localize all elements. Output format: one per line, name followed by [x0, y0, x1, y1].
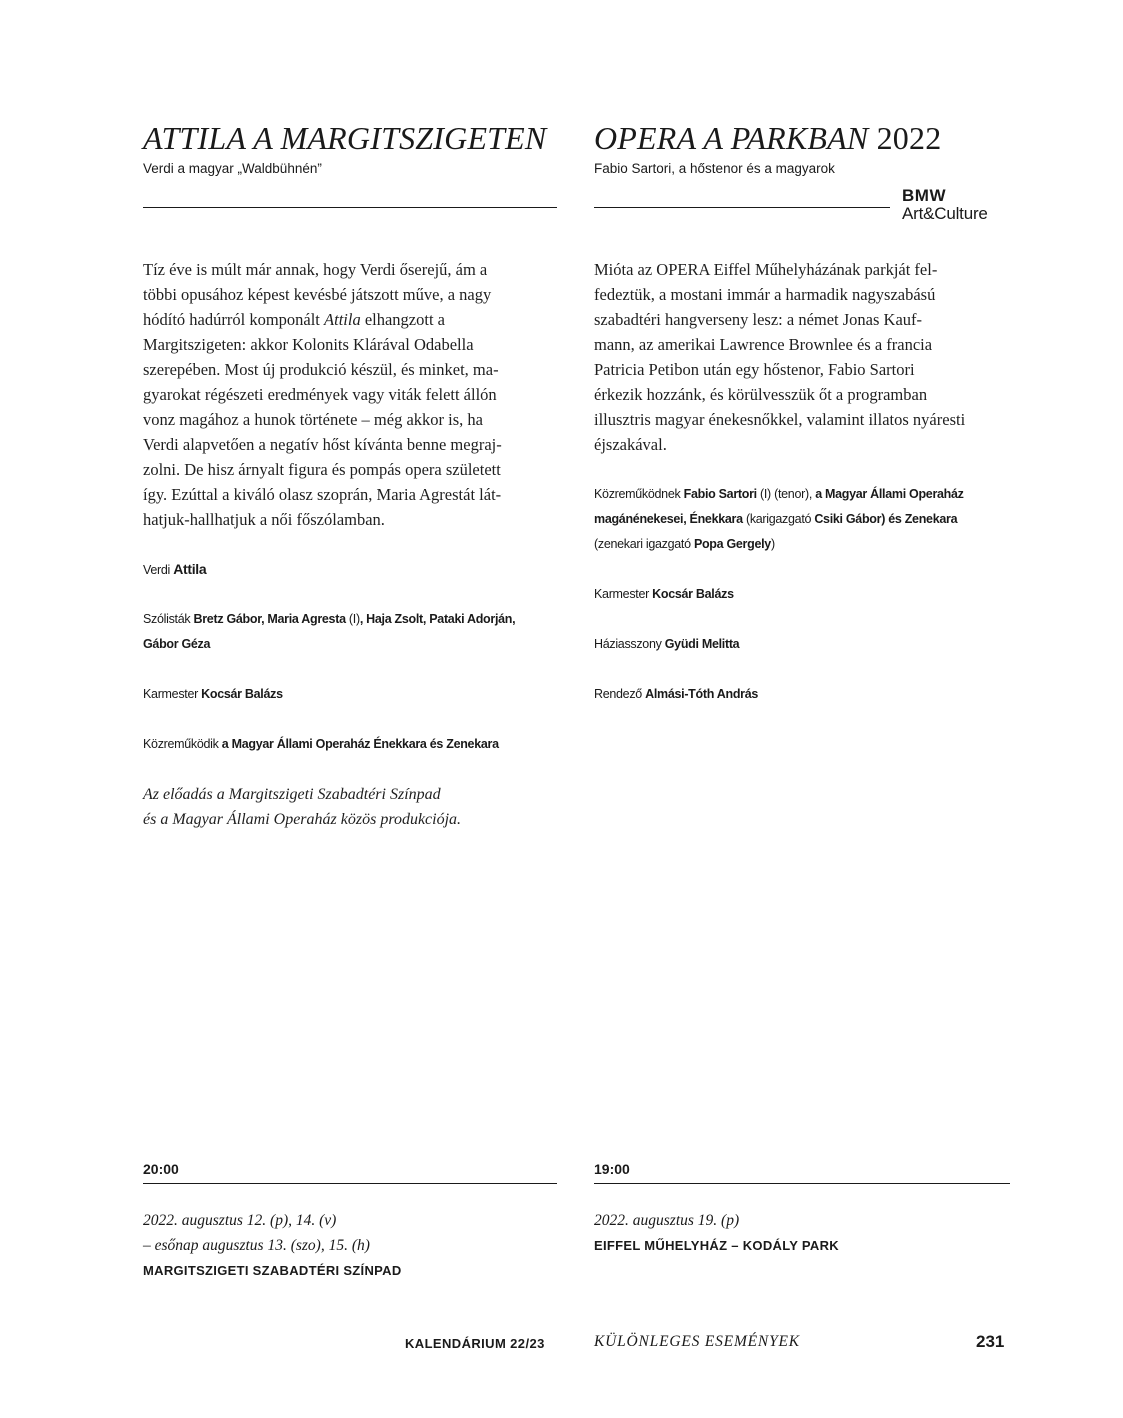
sponsor-logo: BMW Art&Culture — [902, 186, 988, 223]
body-line: Mióta az OPERA Eiffel Műhelyházának parkját fel- — [594, 260, 938, 279]
footer-section: KÜLÖNLEGES ESEMÉNYEK — [594, 1333, 800, 1350]
production-note: Az előadás a Margitszigeti Szabadtéri Színpad és a Magyar Állami Operaház közös produkciója. — [143, 786, 462, 828]
left-title-rule — [143, 207, 557, 208]
left-date: 2022. augusztus 12. (p), 14. (v) – esőnap augusztus 13. (szo), 15. (h) — [143, 1212, 370, 1254]
body-line: hatjuk-hallhatjuk a női főszólamban. — [143, 510, 385, 529]
body-line: zolni. De hisz árnyalt figura és pompás opera született — [143, 460, 501, 479]
right-date: 2022. augusztus 19. (p) — [594, 1212, 740, 1229]
right-title-rule — [594, 207, 890, 208]
left-title: ATTILA A MARGITSZIGETEN — [143, 120, 547, 156]
body-line: szabadtéri hangverseny lesz: a német Jonas Kauf- — [594, 310, 923, 329]
left-time-rule — [143, 1183, 557, 1184]
body-line: szerepében. Most új produkció készül, és minket, ma- — [143, 360, 499, 379]
left-time: 20:00 — [143, 1161, 179, 1177]
body-line: hódító hadúrról komponált Attila elhangzott a — [143, 310, 445, 329]
body-line: mann, az amerikai Lawrence Brownlee és a francia — [594, 335, 933, 354]
body-line: többi opusához képest kevésbé játszott műve, a nagy — [143, 285, 492, 304]
body-line: vonz magához a hunok története – még akkor is, ha — [143, 410, 483, 429]
title-year: 2022 — [876, 120, 942, 156]
host-credit: Háziasszony Gyüdi Melitta — [594, 637, 740, 651]
page-number: 231 — [976, 1332, 1005, 1351]
work-credit: Verdi Attila — [143, 561, 207, 577]
body-line: Margitszigeten: akkor Kolonits Klárával Odabella — [143, 335, 474, 354]
left-venue: MARGITSZIGETI SZABADTÉRI SZÍNPAD — [143, 1263, 402, 1278]
right-venue: EIFFEL MŰHELYHÁZ – KODÁLY PARK — [594, 1238, 839, 1253]
work-title-inline: Attila — [324, 310, 361, 329]
right-title: OPERA A PARKBAN 2022 — [594, 120, 942, 156]
right-subtitle: Fabio Sartori, a hőstenor és a magyarok — [594, 161, 835, 176]
right-time-rule — [594, 1183, 1010, 1184]
body-line: fedeztük, a mostani immár a harmadik nagyszabású — [594, 285, 936, 304]
right-body-text — [594, 257, 965, 457]
body-line: illusztris magyar énekesnőkkel, valamint illatos nyáresti — [594, 410, 966, 429]
right-conductor-credit: Karmester Kocsár Balázs — [594, 587, 734, 601]
footer-publication: KALENDÁRIUM 22/23 — [405, 1336, 545, 1351]
soloists-credit: Szólisták Bretz Gábor, Maria Agresta (I), Haja Zsolt, Pataki Adorján, Gábor Géza — [143, 612, 516, 651]
director-credit: Rendező Almási-Tóth András — [594, 687, 759, 701]
body-line: Tíz éve is múlt már annak, hogy Verdi őserejű, ám a — [143, 260, 488, 279]
body-line: így. Ezúttal a kiváló olasz szoprán, Maria Agrestát lát- — [143, 485, 502, 504]
right-time: 19:00 — [594, 1161, 630, 1177]
body-line: gyarokat régészeti eredmények vagy viták felett állón — [143, 385, 497, 404]
performers-credit: Közreműködnek Fabio Sartori (I) (tenor), a Magyar Állami Operaház magánénekesei, Énekkara (karigazgató Csiki Gábor) és Zenekara (zenekari igazgató Popa Gergely) — [594, 487, 964, 551]
left-conductor-credit: Karmester Kocsár Balázs — [143, 687, 283, 701]
left-subtitle: Verdi a magyar „Waldbühnén” — [143, 161, 322, 176]
body-line: érkezik hozzánk, és körülvesszük őt a programban — [594, 385, 928, 404]
left-body-text — [143, 257, 502, 532]
body-line: éjszakával. — [594, 435, 667, 454]
ensemble-credit: Közreműködik a Magyar Állami Operaház Énekkara és Zenekara — [143, 737, 499, 751]
work-title: Attila — [173, 561, 207, 577]
body-line: Patricia Petibon után egy hőstenor, Fabio Sartori — [594, 360, 915, 379]
body-line: Verdi alapvetően a negatív hőst kívánta benne megraj- — [143, 435, 502, 454]
